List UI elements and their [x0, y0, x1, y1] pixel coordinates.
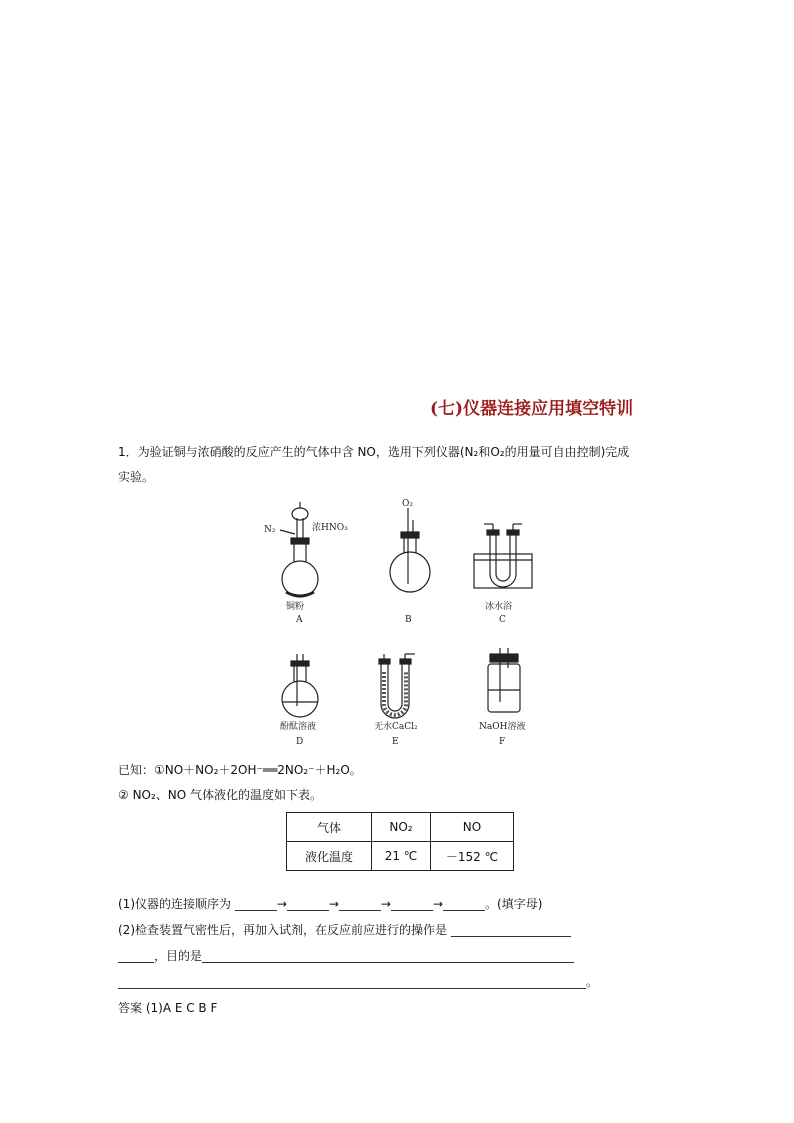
label-b: B	[405, 615, 412, 625]
table-row	[287, 813, 514, 842]
label-cacl2: 无水CaCl₂	[374, 722, 418, 732]
label-phenolphthalein: 酚酞溶液	[280, 722, 317, 732]
table-row	[287, 842, 514, 871]
apparatus-d	[282, 654, 318, 717]
label-d: D	[296, 737, 304, 747]
answer: 答案 (1)A E C B F	[118, 1001, 218, 1015]
sub-question-1: (1)仪器的连接顺序为 _______→_______→_______→_______→_______。(填字母)	[118, 897, 543, 911]
sub-question-2-line3: ______________________________________________________________________________。	[118, 975, 599, 989]
table-cell: 21 ℃	[372, 842, 431, 871]
apparatus-figure	[250, 494, 550, 754]
apparatus-e	[379, 654, 415, 718]
table-header-cell: NO	[431, 813, 514, 842]
label-ice-bath: 冰水浴	[485, 602, 513, 612]
label-e: E	[392, 737, 399, 747]
label-n2: N₂	[264, 525, 276, 535]
known-line2: ② NO₂、NO 气体液化的温度如下表。	[118, 788, 323, 802]
sub-question-2-line2: ______，目的是______________________________________________________________	[118, 949, 575, 963]
table-cell: －152 ℃	[431, 842, 514, 871]
known-line1: 已知：①NO＋NO₂＋2OH⁻══2NO₂⁻＋H₂O。	[118, 763, 362, 777]
table-header-cell: NO₂	[372, 813, 431, 842]
question-text-line2: 实验。	[118, 470, 155, 484]
page-title: (七)仪器连接应用填空特训	[430, 399, 634, 419]
apparatus-a	[280, 502, 318, 597]
apparatus-c	[474, 524, 532, 588]
liquefaction-table	[286, 812, 514, 871]
apparatus-b	[390, 508, 430, 592]
apparatus-f	[488, 648, 520, 712]
question-text-line1: 1．为验证铜与浓硝酸的反应产生的气体中含 NO，选用下列仪器(N₂和O₂的用量可自由控制)完成	[118, 445, 630, 459]
label-conc-hno3: 浓HNO₃	[312, 523, 348, 533]
table-header-cell: 气体	[287, 813, 372, 842]
label-c: C	[499, 615, 506, 625]
table-cell: 液化温度	[287, 842, 372, 871]
label-o2: O₂	[402, 499, 413, 509]
label-naoh: NaOH溶液	[479, 722, 526, 732]
sub-question-2-line1: (2)检查装置气密性后，再加入试剂，在反应前应进行的操作是 ____________________	[118, 923, 571, 937]
label-f: F	[499, 737, 506, 747]
label-copper-powder: 铜粉	[286, 602, 305, 612]
label-a: A	[296, 615, 303, 625]
